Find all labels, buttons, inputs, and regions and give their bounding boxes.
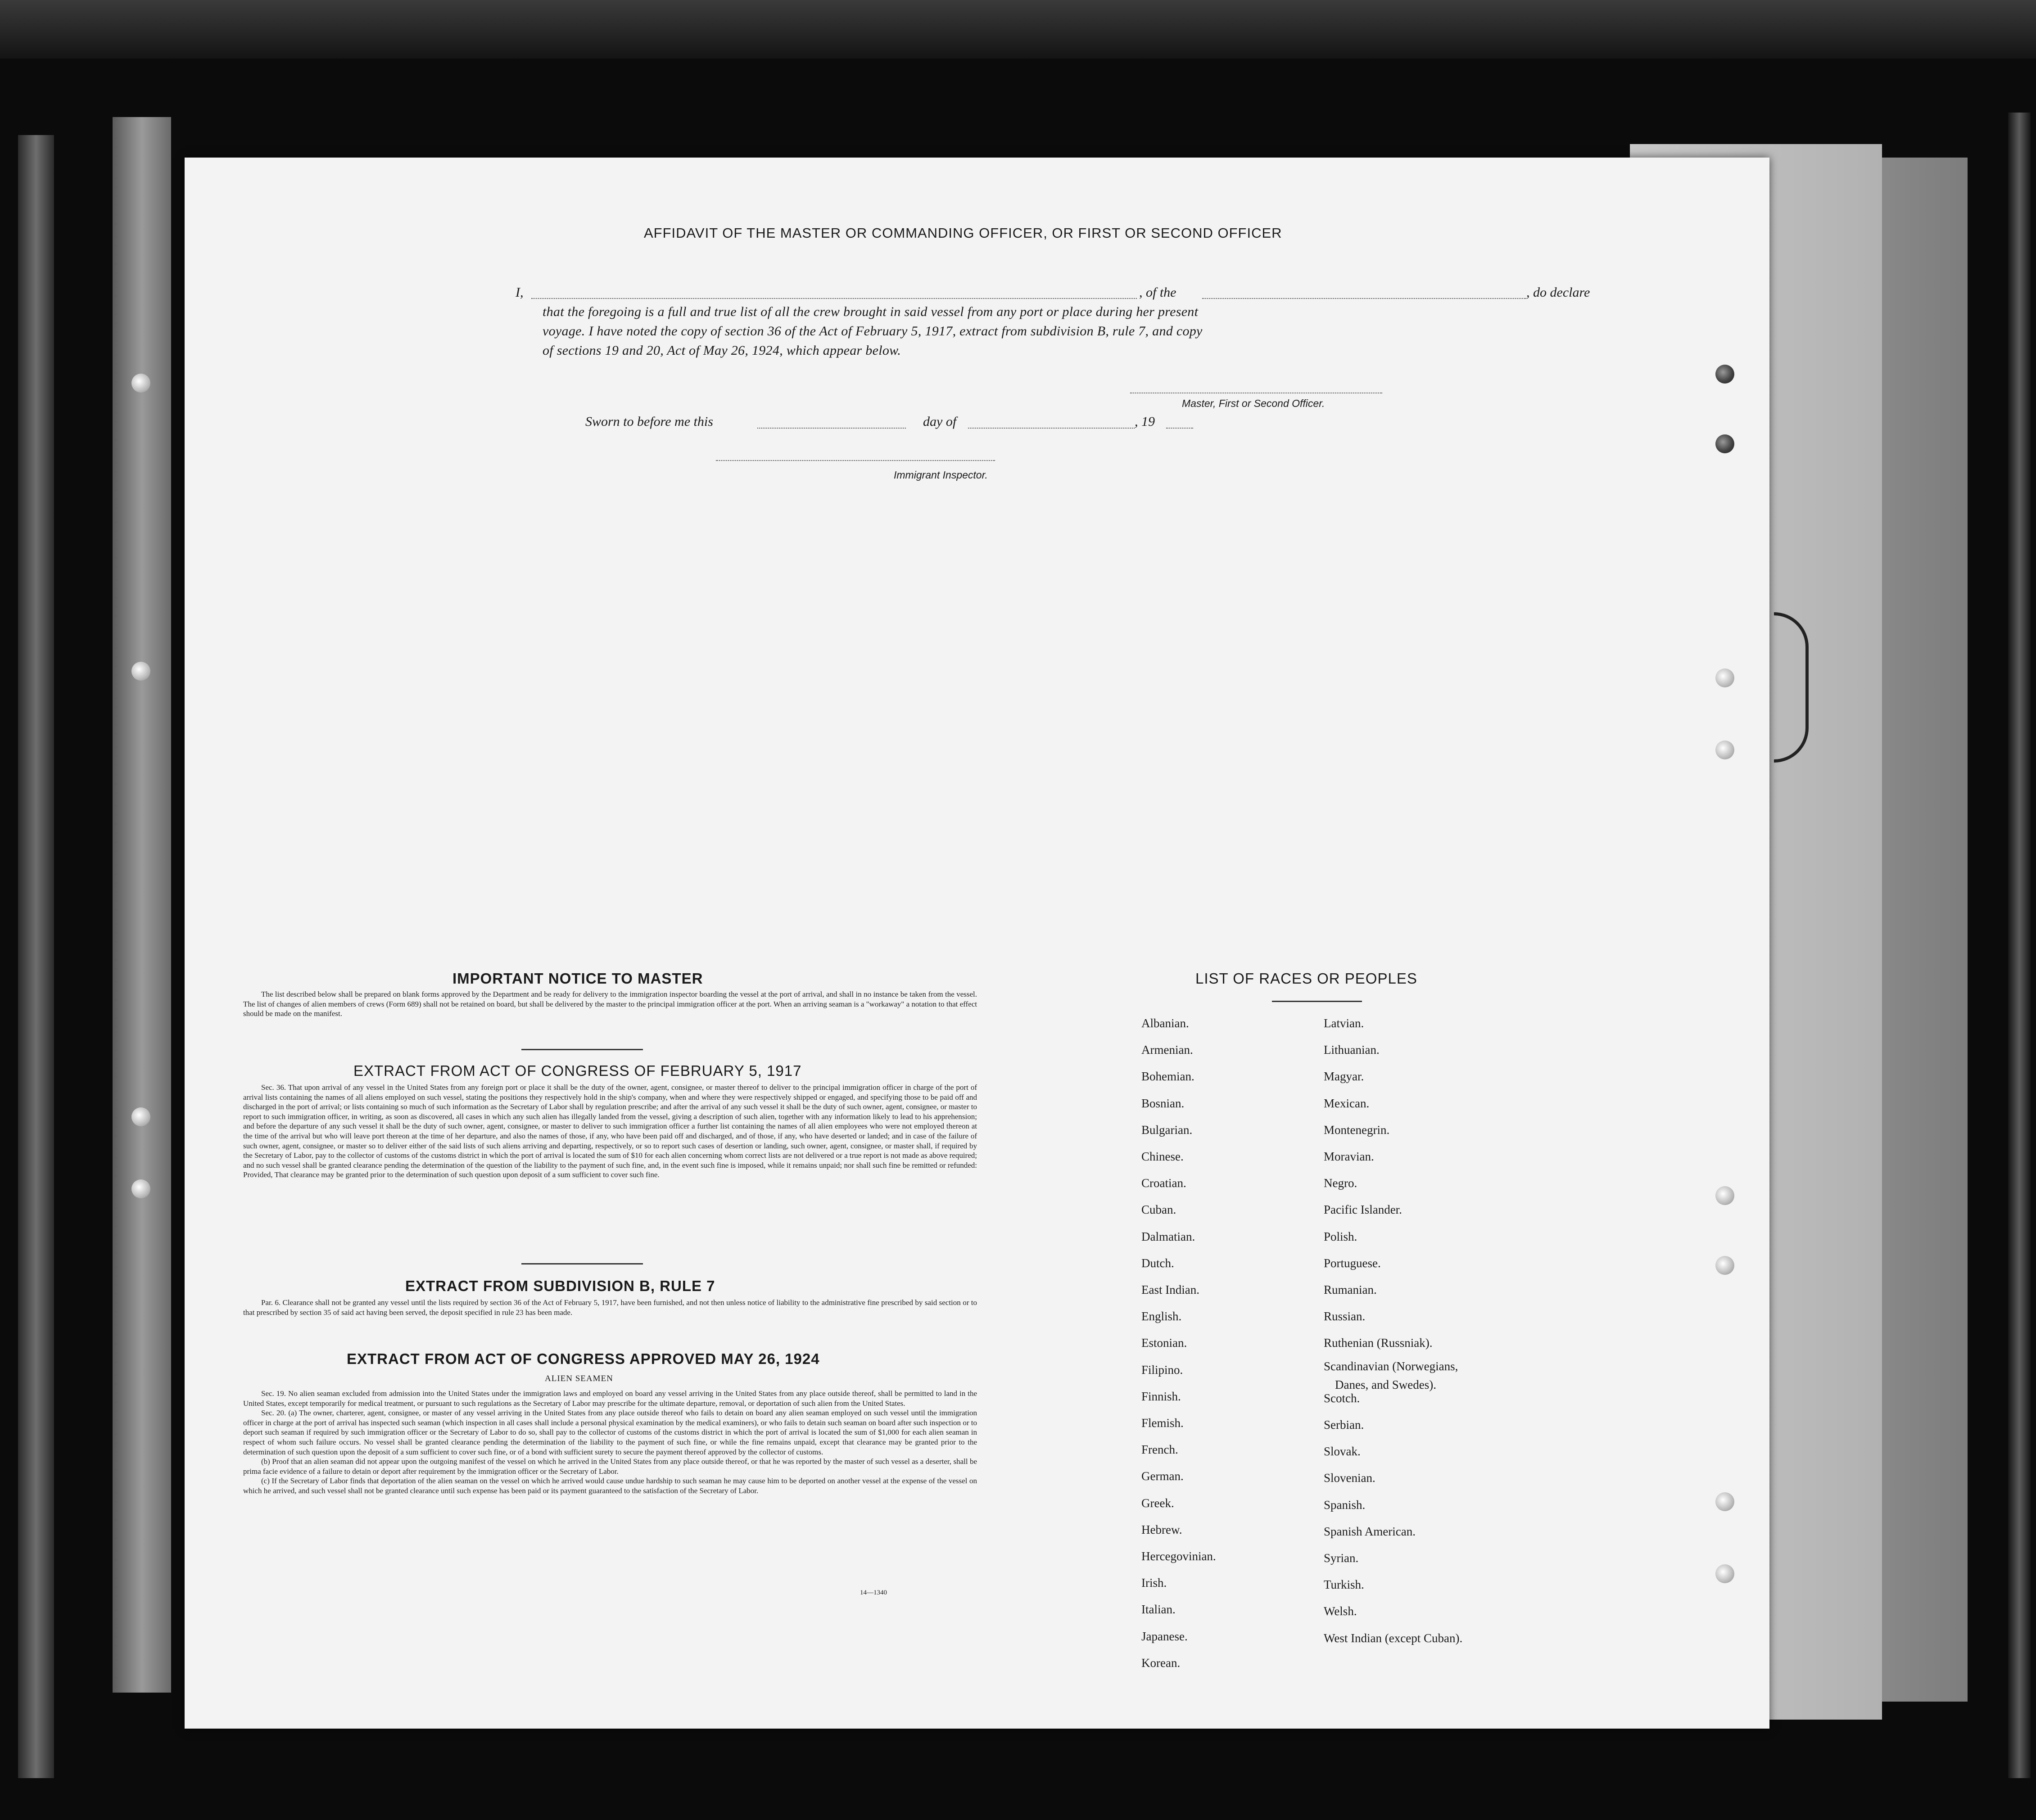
race-item: Dalmatian. — [1141, 1230, 1195, 1243]
race-item: German. — [1141, 1469, 1184, 1483]
race-item: Scandinavian (Norwegians, — [1324, 1359, 1458, 1373]
notice-body — [243, 989, 977, 1019]
section-divider — [521, 1049, 643, 1050]
vessel-name-field[interactable] — [1202, 298, 1526, 299]
sworn-month-field[interactable] — [968, 428, 1135, 429]
document-page — [185, 158, 1769, 1729]
race-item: Irish. — [1141, 1576, 1167, 1590]
extract-1917-body — [243, 1083, 977, 1180]
punch-hole — [1715, 434, 1734, 453]
extract-1924-title: EXTRACT FROM ACT OF CONGRESS APPROVED MAY 26, 1924 — [347, 1350, 820, 1367]
race-item: Moravian. — [1324, 1150, 1374, 1163]
affidavit-i-label: I, — [516, 285, 524, 300]
race-item: Spanish American. — [1324, 1525, 1416, 1538]
race-item: Portuguese. — [1324, 1256, 1381, 1270]
race-item: Danes, and Swedes). — [1335, 1378, 1436, 1391]
affidavit-title: AFFIDAVIT OF THE MASTER OR COMMANDING OFFICER, OR FIRST OR SECOND OFFICER — [644, 225, 1282, 241]
race-item: Pacific Islander. — [1324, 1203, 1402, 1216]
binder-strip-left — [113, 117, 171, 1693]
notice-title: IMPORTANT NOTICE TO MASTER — [452, 970, 703, 987]
inspector-signature-label: Immigrant Inspector. — [894, 469, 988, 481]
form-number: 14—1340 — [860, 1589, 887, 1596]
race-item: Polish. — [1324, 1230, 1357, 1243]
race-item: Filipino. — [1141, 1363, 1183, 1377]
race-item: East Indian. — [1141, 1283, 1199, 1296]
extract-rule7-title: EXTRACT FROM SUBDIVISION B, RULE 7 — [405, 1278, 715, 1294]
race-item: Flemish. — [1141, 1416, 1184, 1430]
race-item: Chinese. — [1141, 1150, 1184, 1163]
sworn-year-field[interactable] — [1166, 428, 1193, 429]
race-item: Bulgarian. — [1141, 1123, 1193, 1137]
section-36-paragraph: Sec. 36. That upon arrival of any vessel in the United States from any foreign port or place it shall be the duty of the owner, agent, consignee, or master thereof to deliver to the principal immigration officer in charge of the port of arrival lists containing the names of all aliens employed on such vessel, stating the positions they respectively hold in the ship's company, when and where they were respectively shipped or engaged, and specifying those to be paid off and discharged in the port of arrival; or lists containing so much of such information as the Secretary of Labor shall by regulation prescribe; and after the arrival of any such vessel it shall be the duty of such owner, agent, consignee, or master to report to such immigration officer, in writing, as soon as discovered, all cases in which any such alien has illegally landed from the vessel, giving a description of such alien, together with any information likely to lead to his apprehension; and before the departure of any such vessel it shall be the duty of such owner, agent, consignee, or master to deliver to such immigration officer a further list containing the names of all alien employees who were not employed thereon at the time of the arrival but who will leave port thereon at the time of her departure, and also the names of those, if any, who have been paid off and discharged, and of those, if any, who have deserted or landed; and in case of the failure of such owner, agent, consignee, or master so to deliver either of the said lists of such aliens arriving and departing, respectively, or so to report such cases of desertion or landing, such owner, agent, consignee, or master shall, if required by the Secretary of Labor, pay to the collector of customs of the customs district in which the port of arrival is located the sum of $10 for each alien concerning whom correct lists are not delivered or a true report is not made as above required; and no such vessel shall be granted clearance pending the determination of the question of the liability to the payment of such fine, and, in the event such fine is imposed, while it remains unpaid; nor shall such fine be remitted or refunded: Provided, That clearance may be granted prior to the determination of such question upon deposit of a sum sufficient to cover such fine. — [243, 1083, 977, 1179]
extract-1924-body — [243, 1389, 977, 1496]
rule7-paragraph: Par. 6. Clearance shall not be granted any vessel until the lists required by section 36 of the Act of February 5, 1917, have been furnished, and not then unless notice of liability to the administrative fine prescribed by said section or to that prescribed by section 35 of said act having been served, the deposit specified in rule 23 has been made. — [243, 1298, 977, 1317]
sec-20a-paragraph: Sec. 20. (a) The owner, charterer, agent, consignee, or master of any vessel arriving in the United States from any place outside thereof who fails to detain on board any alien seaman employed on such vessel until the immigration officer in charge at the port of arrival has inspected such seaman (which inspection in all cases shall include a personal physical examination by the medical examiners), or who fails to detain such seaman on board after such inspection or to deport such seaman if required by such immigration officer or the Secretary of Labor to do so, shall pay to the collector of customs of the customs district in which the port of arrival is located the sum of $1,000 for each alien seaman in respect of whom such failure occurs. No vessel shall be granted clearance pending the determination of the liability to the payment of such fine, or while the fine remains unpaid, except that clearance may be granted prior to the determination of such question upon the deposit of a sum sufficient to cover such fine, or of a bond with sufficient surety to secure the payment thereof approved by the collector of customs. — [243, 1409, 977, 1456]
extract-rule7-body — [243, 1298, 977, 1317]
punch-hole — [1715, 741, 1734, 759]
sworn-label: Sworn to before me this — [585, 414, 713, 429]
race-item: Hebrew. — [1141, 1523, 1182, 1536]
race-item: Italian. — [1141, 1603, 1176, 1616]
race-item: Ruthenian (Russniak). — [1324, 1336, 1433, 1350]
race-item: Scotch. — [1324, 1391, 1360, 1405]
punch-hole — [131, 662, 150, 681]
races-title-underline — [1272, 1001, 1362, 1002]
race-item: Cuban. — [1141, 1203, 1176, 1216]
affidavit-line-2: that the foregoing is a full and true list of all the crew brought in said vessel from any port or place during her present — [543, 304, 1199, 319]
race-item: Montenegrin. — [1324, 1123, 1390, 1137]
race-item: Mexican. — [1324, 1097, 1370, 1110]
race-item: Welsh. — [1324, 1604, 1357, 1618]
punch-hole — [1715, 1564, 1734, 1583]
inspector-signature-field[interactable] — [716, 460, 995, 461]
race-item: Korean. — [1141, 1656, 1181, 1670]
race-item: Armenian. — [1141, 1043, 1193, 1057]
race-item: Lithuanian. — [1324, 1043, 1380, 1057]
affidavit-declare-label: , do declare — [1526, 285, 1590, 300]
punch-hole — [1715, 668, 1734, 687]
punch-hole — [131, 1179, 150, 1198]
race-item: Latvian. — [1324, 1016, 1364, 1030]
film-edge-left — [18, 135, 54, 1778]
sworn-day-field[interactable] — [757, 428, 906, 429]
punch-hole — [1715, 1256, 1734, 1275]
race-item: Negro. — [1324, 1176, 1357, 1190]
race-item: Albanian. — [1141, 1016, 1189, 1030]
alien-seamen-subtitle: ALIEN SEAMEN — [545, 1374, 613, 1383]
race-item: Serbian. — [1324, 1418, 1364, 1432]
section-divider — [521, 1263, 643, 1265]
race-item: Greek. — [1141, 1496, 1174, 1510]
race-item: Spanish. — [1324, 1498, 1366, 1512]
affidavit-line-4: of sections 19 and 20, Act of May 26, 1924, which appear below. — [543, 343, 901, 358]
race-item: Hercegovinian. — [1141, 1549, 1216, 1563]
punch-hole — [1715, 365, 1734, 384]
sec-20b-paragraph: (b) Proof that an alien seaman did not appear upon the outgoing manifest of the vessel on which he arrived in the United States from any place outside thereof, or that he was reported by the master of such vessel as a deserter, shall be prima facie evidence of a failure to detain or deport after requirement by the immigration officer or the Secretary of Labor. — [243, 1457, 977, 1476]
race-item: Croatian. — [1141, 1176, 1186, 1190]
race-item: Slovenian. — [1324, 1471, 1375, 1485]
sec-20c-paragraph: (c) If the Secretary of Labor finds that deportation of the alien seaman on the vessel on which he arrived would cause undue hardship to such seaman he may cause him to be deported on another vessel at the expense of the vessel on which he arrived, and such vessel shall not be granted clearance until such expense has been paid or its payment guaranteed to the satisfaction of the Secretary of Labor. — [243, 1477, 977, 1495]
race-item: Syrian. — [1324, 1551, 1359, 1565]
race-item: Bosnian. — [1141, 1097, 1185, 1110]
film-border-top — [0, 0, 2036, 59]
notice-paragraph: The list described below shall be prepared on blank forms approved by the Department and be ready for delivery to the immigration inspector boarding the vessel at the port of arrival, and shall in no instance be taken from the vessel. The list of changes of alien members of crews (Form 689) shall not be retained on board, but shall be delivered by the master to the principal immigration officer at the port. When an arriving seaman is a "workaway" a notation to that effect should be made on the manifest. — [243, 990, 977, 1018]
punch-hole — [1715, 1186, 1734, 1205]
handwritten-bracket-mark — [1774, 612, 1809, 763]
punch-hole — [1715, 1492, 1734, 1511]
race-item: Estonian. — [1141, 1336, 1187, 1350]
race-item: Turkish. — [1324, 1578, 1364, 1591]
race-item: Rumanian. — [1324, 1283, 1377, 1296]
affidavit-line-3: voyage. I have noted the copy of section 36 of the Act of February 5, 1917, extract from subdivision B, rule 7, and copy — [543, 324, 1203, 339]
affidavit-of-the-label: , of the — [1139, 285, 1176, 300]
races-title: LIST OF RACES OR PEOPLES — [1195, 970, 1417, 987]
race-item: Magyar. — [1324, 1070, 1364, 1083]
sec-19-paragraph: Sec. 19. No alien seaman excluded from admission into the United States under the immigration laws and employed on board any vessel arriving in the United States from any place outside thereof, shall be permitted to land in the United States, except temporarily for medical treatment, or pursuant to such regulations as the Secretary of Labor may prescribe for the ultimate departure, removal, or deportation of such alien from the United States. — [243, 1389, 977, 1408]
year-label: , 19 — [1135, 414, 1155, 429]
race-item: Russian. — [1324, 1310, 1366, 1323]
punch-hole — [131, 374, 150, 393]
race-item: Bohemian. — [1141, 1070, 1194, 1083]
race-item: French. — [1141, 1443, 1178, 1456]
film-edge-right — [2008, 113, 2031, 1778]
race-item: English. — [1141, 1310, 1182, 1323]
master-signature-label: Master, First or Second Officer. — [1182, 397, 1325, 409]
punch-hole — [131, 1107, 150, 1126]
race-item: Dutch. — [1141, 1256, 1174, 1270]
race-item: Finnish. — [1141, 1390, 1181, 1403]
extract-1917-title: EXTRACT FROM ACT OF CONGRESS OF FEBRUARY 5, 1917 — [353, 1062, 802, 1079]
day-of-label: day of — [923, 414, 957, 429]
race-item: West Indian (except Cuban). — [1324, 1631, 1463, 1645]
race-item: Slovak. — [1324, 1445, 1361, 1458]
race-item: Japanese. — [1141, 1630, 1188, 1643]
declarant-name-field[interactable] — [531, 298, 1137, 299]
